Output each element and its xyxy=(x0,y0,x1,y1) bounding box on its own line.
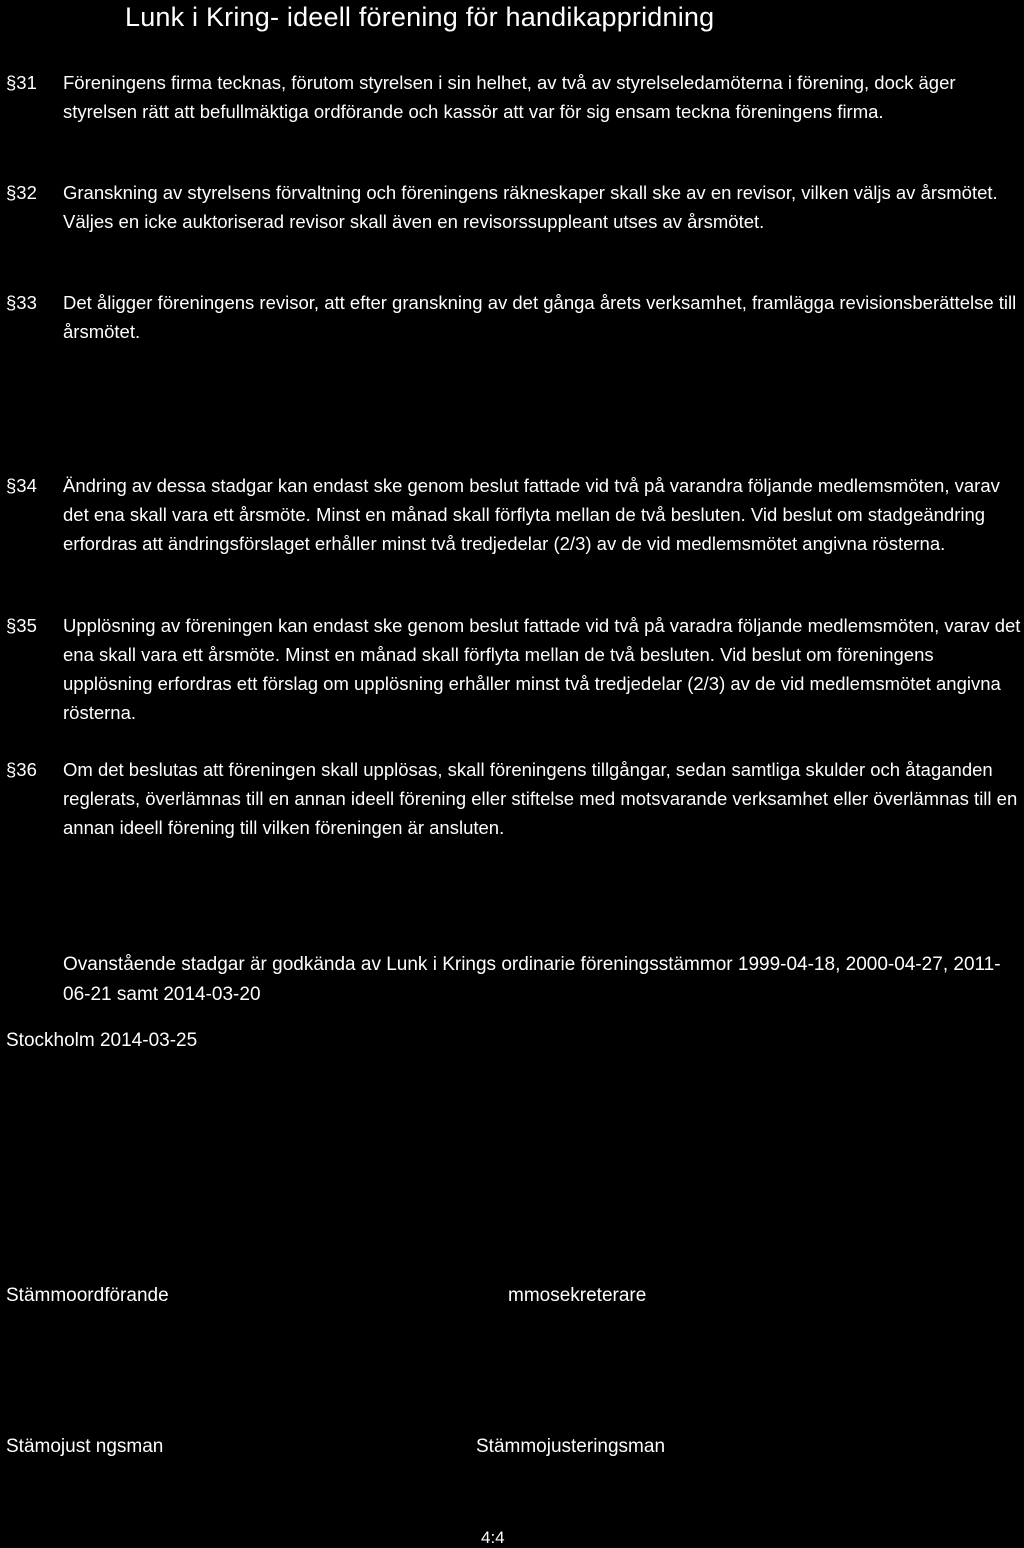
section-36 xyxy=(6,755,1022,842)
section-text: Granskning av styrelsens förvaltning och föreningens räkneskaper skall ske av en revisor, vilken väljs av årsmötet. Väljes en icke auktoriserad revisor skall även en revisorssuppleant utses av årsmötet. xyxy=(63,182,998,232)
section-35 xyxy=(6,611,1022,727)
section-number: §34 xyxy=(6,475,37,496)
section-31 xyxy=(6,68,1022,126)
section-number: §35 xyxy=(6,615,37,636)
signature-adjuster-1-label: Stämojust ngsman xyxy=(6,1436,164,1457)
section-33 xyxy=(6,288,1022,346)
section-text: Ändring av dessa stadgar kan endast ske genom beslut fattade vid två på varandra följande medlemsmöten, varav det ena skall vara ett årsmöte. Minst en månad skall förflyta mellan de två besluten. Vid beslut om stadgeändring erfordras att ändringsförslaget erhåller minst två tredjedelar (2/3) av de vid medlemsmötet angivna rösterna. xyxy=(63,475,1000,554)
section-text: Upplösning av föreningen kan endast ske genom beslut fattade vid två på varadra följande medlemsmöten, varav det ena skall vara ett årsmöte. Minst en månad skall förflyta mellan de två besluten. Vid beslut om föreningens upplösning erfordras ett förslag om upplösning erhåller minst två tredjedelar (2/3) av de vid medlemsmötet angivna rösterna. xyxy=(63,615,1021,723)
section-number: §32 xyxy=(6,182,37,203)
signature-adjuster-2-label: Stämmojusteringsman xyxy=(476,1436,666,1457)
approval-statement: Ovanstående stadgar är godkända av Lunk i Krings ordinarie föreningsstämmor 1999-04-18, 2000-04-27, 2011-06-21 samt 2014-03-20 xyxy=(63,954,1001,1005)
section-text: Det åligger föreningens revisor, att efter granskning av det gånga årets verksamhet, framlägga revisionsberättelse till årsmötet. xyxy=(63,292,1017,342)
section-number: §33 xyxy=(6,292,37,313)
section-text: Om det beslutas att föreningen skall upplösas, skall föreningens tillgångar, sedan samtliga skulder och åtaganden reglerats, överlämnas till en annan ideell förening eller stiftelse med motsvarande verksamhet eller överlämnas till en annan ideell förening till vilken föreningen är ansluten. xyxy=(63,759,1018,838)
section-34 xyxy=(6,471,1022,558)
section-text: Föreningens firma tecknas, förutom styrelsen i sin helhet, av två av styrelseledamöterna i förening, dock äger styrelsen rätt att befullmäktiga ordförande och kassör att var för sig ensam teckna föreningens firma. xyxy=(63,72,956,122)
place-date: Stockholm 2014-03-25 xyxy=(6,1030,198,1051)
signature-chair-label: Stämmoordförande xyxy=(6,1285,169,1306)
section-number: §36 xyxy=(6,759,37,780)
section-32 xyxy=(6,178,1022,236)
page-number: 4:4 xyxy=(481,1528,505,1547)
signature-secretary-label: mmosekreterare xyxy=(508,1285,647,1306)
document-title: Lunk i Kring- ideell förening för handikappridning xyxy=(125,2,715,32)
section-number: §31 xyxy=(6,72,37,93)
